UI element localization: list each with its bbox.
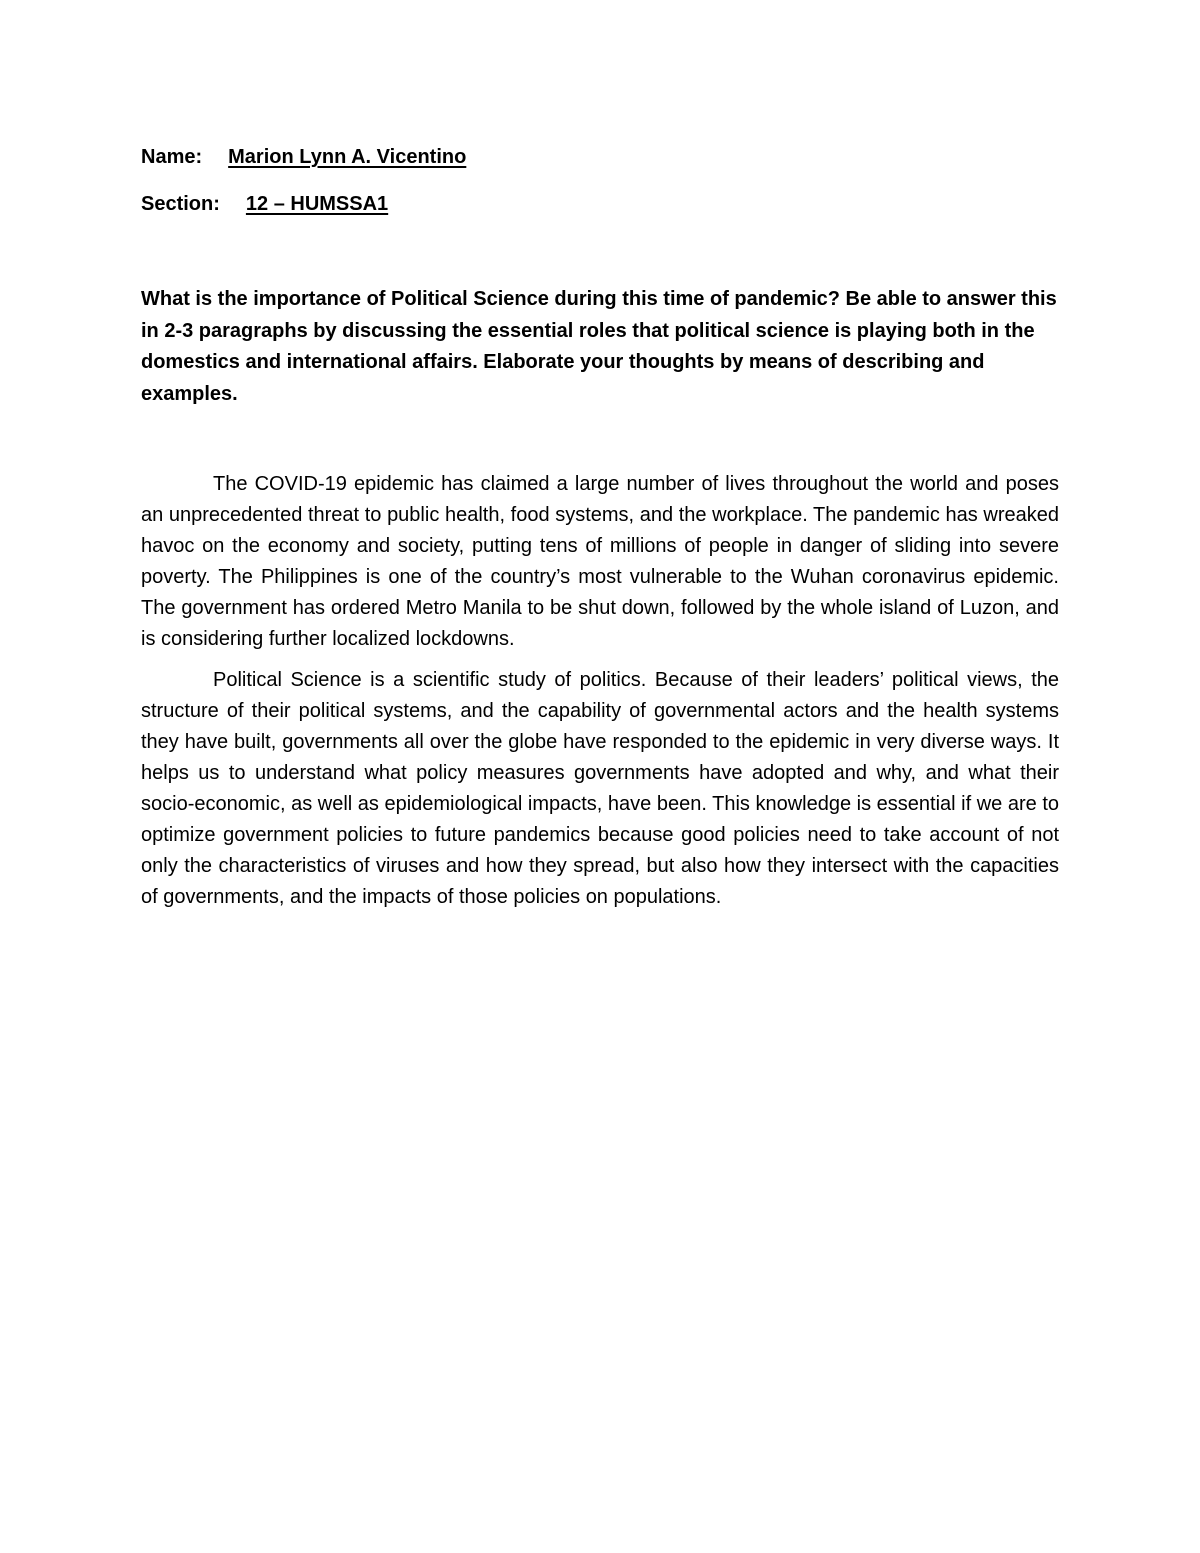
section-field [141, 193, 400, 216]
essay-paragraph: Political Science is a scientific study of politics. Because of their leaders’ political views, the structure of their political systems, and the capability of governmental actors and the health systems they have built, governments all over the globe have responded to the epidemic in very diverse ways. It helps us to understand what policy measures governments have adopted and why, and what their socio-economic, as well as epidemiological impacts, have been. This knowledge is essential if we are to optimize government policies to future pandemics because good policies need to take account of not only the characteristics of viruses and how they spread, but also how they intersect with the capacities of governments, and the impacts of those policies on populations. [141, 669, 1059, 908]
section-value: 12 – HUMSSA1 [245, 193, 389, 215]
essay-paragraph: The COVID-19 epidemic has claimed a large number of lives throughout the world and poses an unprecedented threat to public health, food systems, and the workplace. The pandemic has wreaked havoc on the economy and society, putting tens of millions of people in danger of sliding into severe poverty. The Philippines is one of the country’s most vulnerable to the Wuhan coronavirus epidemic. The government has ordered Metro Manila to be shut down, followed by the whole island of Luzon, and is considering further localized lockdowns. [141, 473, 1059, 650]
section-label: Section: [141, 193, 220, 215]
essay-body [141, 469, 1059, 923]
question-prompt: What is the importance of Political Science during this time of pandemic? Be able to answer this in 2-3 paragraphs by discussing the essential roles that political science is playing both in the domestics and international affairs. Elaborate your thoughts by means of describing and examples. [141, 288, 1057, 405]
name-field [141, 146, 478, 169]
name-value: Marion Lynn A. Vicentino [228, 146, 467, 168]
name-label: Name: [141, 146, 203, 168]
